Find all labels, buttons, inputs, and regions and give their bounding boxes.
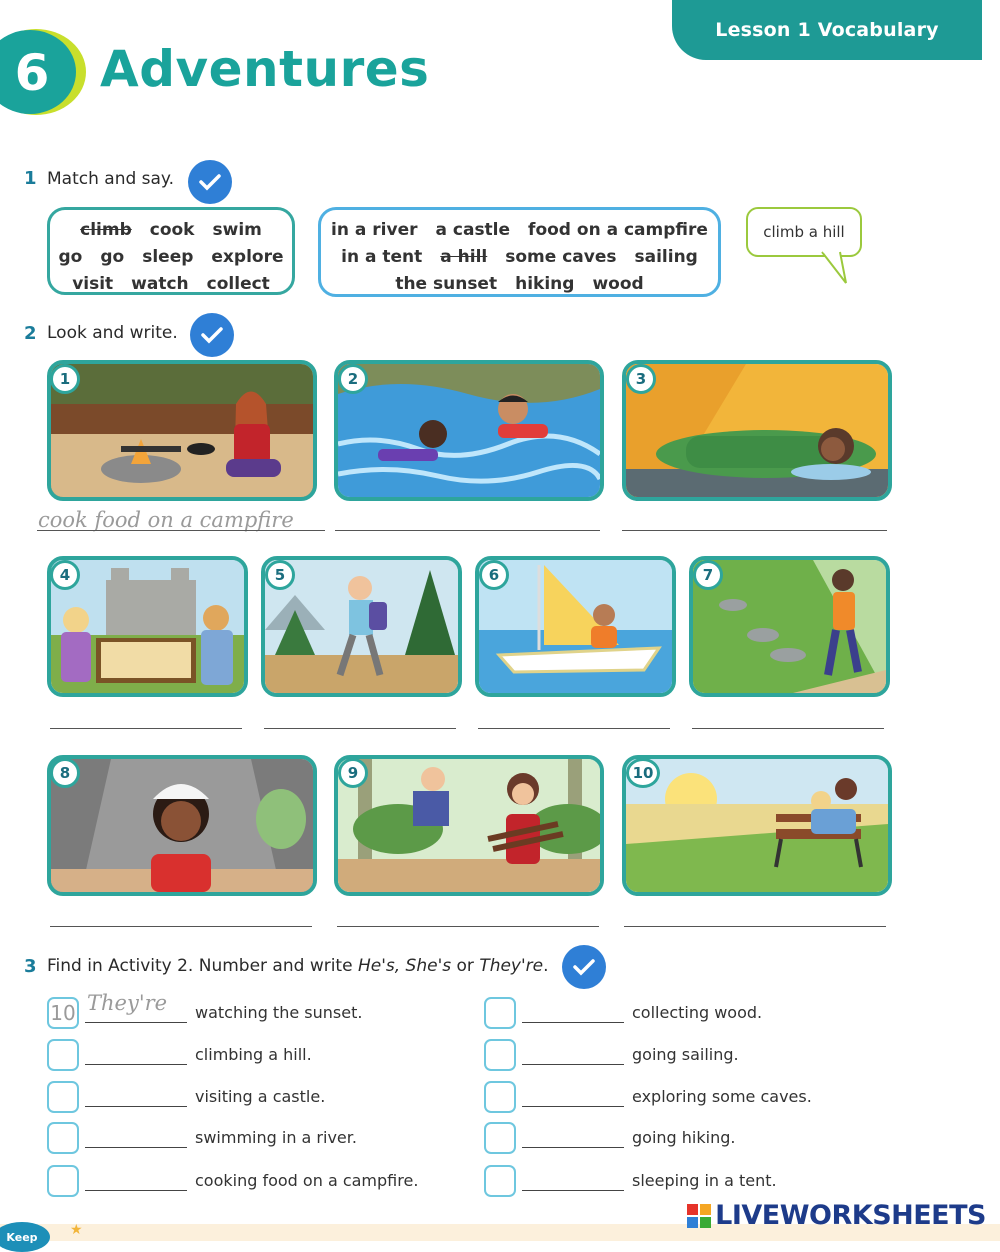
verb-word: visit (72, 273, 114, 294)
verb-word: watch (131, 273, 189, 294)
keep-badge: Keep (0, 1222, 50, 1252)
unit-number: 6 (14, 44, 50, 102)
verb-word: collect (206, 273, 270, 294)
answer-line-7[interactable] (692, 728, 884, 729)
section3-check-button[interactable] (562, 945, 606, 989)
phrase-word: food on a campfire (528, 219, 708, 240)
picture-sunset (622, 755, 892, 896)
number-box[interactable] (484, 1165, 516, 1197)
number-box[interactable] (484, 1081, 516, 1113)
phrase-word: wood (592, 273, 644, 294)
number-box[interactable] (484, 997, 516, 1029)
pronoun-answer-line[interactable] (85, 1064, 187, 1065)
section3-instruction: Find in Activity 2. Number and write He's, She's or They're. (47, 956, 549, 976)
phrase-word: some caves (505, 246, 617, 267)
number-box[interactable] (47, 1165, 79, 1197)
sentence-ending: sleeping in a tent. (632, 1171, 777, 1190)
number-box[interactable] (47, 1122, 79, 1154)
phrases-row (321, 243, 718, 270)
verbs-row (50, 270, 292, 297)
phrase-word: in a river (331, 219, 418, 240)
answer-line-3[interactable] (622, 530, 887, 531)
pronoun-answer-line[interactable] (522, 1022, 624, 1023)
lesson-tab: Lesson 1 Vocabulary (672, 0, 982, 60)
verb-word: explore (211, 246, 284, 267)
answer-line-10[interactable] (624, 926, 886, 927)
number-box[interactable] (484, 1122, 516, 1154)
star-icon: ★ (70, 1222, 83, 1238)
phrase-word: a castle (435, 219, 511, 240)
number-box[interactable] (47, 1081, 79, 1113)
sentence-ending: swimming in a river. (195, 1128, 357, 1147)
verbs-box (47, 207, 295, 295)
sentence-ending: going hiking. (632, 1128, 736, 1147)
answer-line-6[interactable] (478, 728, 670, 729)
pronoun-answer-line[interactable] (522, 1064, 624, 1065)
answer-line-9[interactable] (337, 926, 599, 927)
verbs-row (50, 216, 292, 243)
unit-title: Adventures (100, 40, 430, 98)
picture-number: 5 (265, 560, 295, 590)
section3-number: 3 (24, 956, 37, 977)
sentence-ending: exploring some caves. (632, 1087, 812, 1106)
phrases-box (318, 207, 721, 297)
answer-line-2[interactable] (335, 530, 600, 531)
sentence-ending: visiting a castle. (195, 1087, 326, 1106)
picture-tent (622, 360, 892, 501)
check-icon (201, 326, 223, 344)
answer-line-5[interactable] (264, 728, 456, 729)
phrase-word: the sunset (395, 273, 498, 294)
section2-number: 2 (24, 323, 37, 344)
liveworksheets-logo: LIVEWORKSHEETS (687, 1200, 986, 1231)
verb-word: climb (80, 219, 132, 240)
picture-number: 9 (338, 758, 368, 788)
bubble-tail-icon (820, 251, 850, 285)
verb-word: go (58, 246, 83, 267)
number-box[interactable] (47, 1039, 79, 1071)
pronoun-answer-line[interactable] (522, 1190, 624, 1191)
sentence-ending: climbing a hill. (195, 1045, 312, 1064)
sentence-ending: going sailing. (632, 1045, 739, 1064)
phrase-word: hiking (515, 273, 575, 294)
verb-word: swim (212, 219, 262, 240)
picture-wood (334, 755, 604, 896)
logo-grid-icon (687, 1204, 711, 1228)
pronoun-answer-line[interactable] (85, 1022, 187, 1023)
picture-river (334, 360, 604, 501)
number-box[interactable]: 10 (47, 997, 79, 1029)
picture-number: 2 (338, 364, 368, 394)
verb-word: go (100, 246, 125, 267)
picture-number: 6 (479, 560, 509, 590)
phrase-word: sailing (634, 246, 698, 267)
picture-cave (47, 755, 317, 896)
picture-number: 3 (626, 364, 656, 394)
sentence-ending: cooking food on a campfire. (195, 1171, 419, 1190)
example-answer: cook food on a campfire (38, 508, 294, 532)
picture-number: 10 (626, 758, 660, 788)
check-icon (573, 958, 595, 976)
picture-campfire (47, 360, 317, 501)
phrase-word: in a tent (341, 246, 423, 267)
picture-number: 4 (50, 560, 80, 590)
verb-word: sleep (142, 246, 194, 267)
answer-line-8[interactable] (50, 926, 312, 927)
section1-number: 1 (24, 168, 37, 189)
pronoun-answer-line[interactable] (522, 1147, 624, 1148)
answer-line-1[interactable] (37, 530, 325, 531)
unit-badge (0, 28, 88, 116)
picture-number: 8 (50, 758, 80, 788)
check-icon (199, 173, 221, 191)
picture-number: 7 (693, 560, 723, 590)
sentence-ending: collecting wood. (632, 1003, 763, 1022)
pronoun-answer-line[interactable] (85, 1147, 187, 1148)
section2-check-button[interactable] (190, 313, 234, 357)
sentence-ending: watching the sunset. (195, 1003, 363, 1022)
pronoun-answer-line[interactable] (522, 1106, 624, 1107)
section1-instruction: Match and say. (47, 169, 174, 189)
example-speech-bubble: climb a hill (746, 207, 862, 257)
verbs-row (50, 243, 292, 270)
section2-instruction: Look and write. (47, 323, 178, 343)
phrases-row (321, 270, 718, 297)
picture-number: 1 (50, 364, 80, 394)
pronoun-answer-line[interactable] (85, 1106, 187, 1107)
section1-check-button[interactable] (188, 160, 232, 204)
number-box[interactable] (484, 1039, 516, 1071)
answer-line-4[interactable] (50, 728, 242, 729)
phrases-row (321, 216, 718, 243)
phrase-word: a hill (440, 246, 488, 267)
verb-word: cook (149, 219, 195, 240)
example-pronoun-answer: They're (87, 991, 168, 1015)
pronoun-answer-line[interactable] (85, 1190, 187, 1191)
